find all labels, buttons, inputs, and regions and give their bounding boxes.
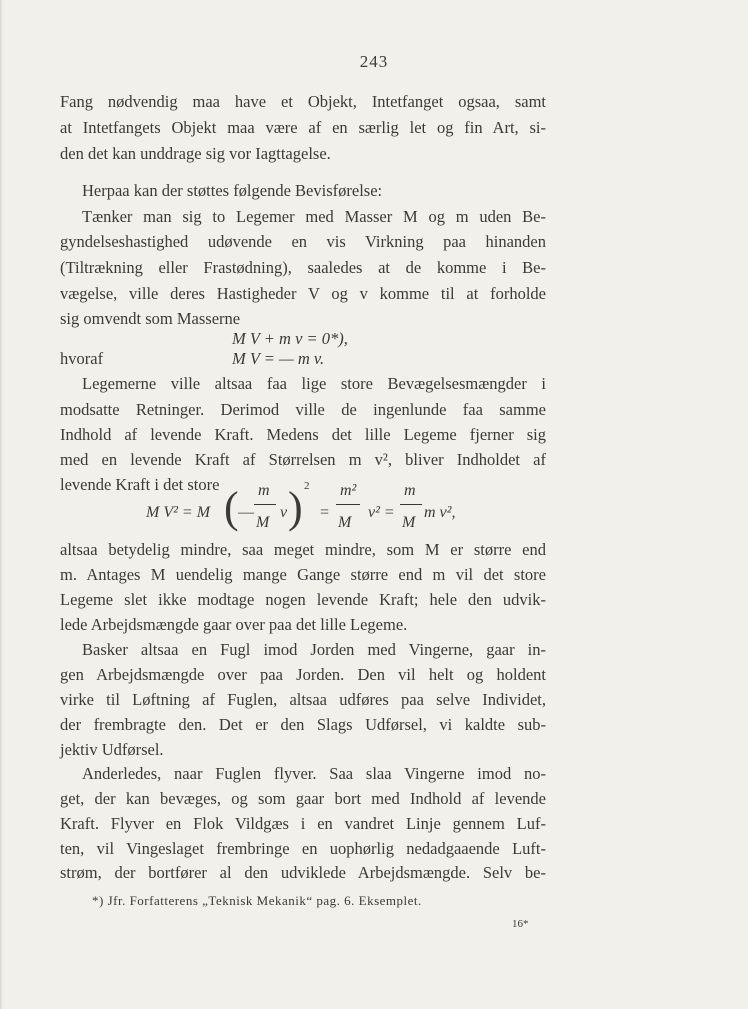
text-line: ten, vil Vingeslaget frembringe en uophørlig nedadgaaende Luft- [60,839,546,858]
text-line: levende Kraft i det store [60,475,220,494]
text-line: Fang nødvendig maa have et Objekt, Intetfanget ogsaa, samt [60,92,546,111]
text-line: (Tiltrækning eller Frastødning), saaledes at de komme i Be- [60,258,546,277]
eq-left-paren: ( [224,483,239,532]
equation-momentum: M V + m v = 0*), [232,329,348,348]
equation-kinetic-energy [146,480,486,540]
eq-equals: = [320,504,330,521]
eq-lhs: M V² = M [146,504,211,521]
eq-num3: m [404,482,416,499]
page-number: 243 [359,52,389,71]
page-edge-shadow [0,0,3,1009]
eq-minus: — [238,504,254,521]
eq-v1: v [280,504,288,521]
text-line: jektiv Udførsel. [60,740,164,759]
text-line: Tænker man sig to Legemer med Masser M og m uden Be- [82,207,546,226]
text-line: Basker altsaa en Fugl imod Jorden med Vingerne, gaar in- [82,640,546,659]
text-line: at Intetfangets Objekt maa være af en særlig let og fin Art, si- [60,118,546,137]
text-line: Kraft. Flyver en Flok Vildgæs i en vandret Linje gennem Luf- [60,814,546,833]
text-line: sig omvendt som Masserne [60,309,241,328]
signature-mark: 16* [512,918,529,930]
eq-fraction-bar [336,504,360,505]
text-line: Herpaa kan der støttes følgende Bevisførelse: [82,181,383,200]
text-line: get, der kan bevæges, og som gaar bort med Indhold af levende [60,789,546,808]
text-line: Legeme slet ikke modtage nogen levende Kraft; hele den udvik- [60,590,546,609]
eq-num1: m [258,482,270,499]
eq-den2: M [338,514,352,531]
eq-tail: m v², [424,504,456,521]
text-line: Legemerne ville altsaa faa lige store Bevægelsesmængder i [82,374,546,393]
text-line: vægelse, ville deres Hastigheder V og v komme til at forholde [60,284,546,303]
text-line: gen Arbejdsmængde over paa Jorden. Den vil helt og holdent [60,665,546,684]
equation-momentum-solved: M V = — m v. [232,349,325,368]
text-line: der frembragte den. Det er den Slags Udførsel, vi kaldte sub- [60,715,546,734]
eq-v2: v² = [368,504,395,521]
text-line: strøm, der bortfører al den udviklede Arbejdsmængde. Selv be- [60,863,546,882]
eq-den1: M [256,514,270,531]
text-line: den det kan unddrage sig vor Iagttagelse. [60,144,331,163]
text-line: Indhold af levende Kraft. Medens det lille Legeme fjerner sig [60,425,546,444]
footnote: *) Jfr. Forfatterens „Teknisk Mekanik“ pag. 6. Eksemplet. [92,893,422,908]
hvoraf-label: hvoraf [60,349,104,368]
text-line: Anderledes, naar Fuglen flyver. Saa slaa Vingerne imod no- [82,764,546,783]
text-line: med en levende Kraft af Størrelsen m v², bliver Indholdet af [60,450,546,469]
eq-den3: M [402,514,416,531]
text-line: gyndelseshastighed udøvende en vis Virkning paa hinanden [60,232,546,251]
text-line: m. Antages M uendelig mange Gange større end m vil det store [60,565,546,584]
eq-num2: m² [340,482,357,499]
eq-square: 2 [304,480,310,492]
text-line: altsaa betydelig mindre, saa meget mindre, som M er større end [60,540,546,559]
eq-fraction-bar [254,504,276,505]
eq-right-paren: ) [288,483,303,532]
eq-fraction-bar [400,504,422,505]
text-line: virke til Løftning af Fuglen, altsaa udføres paa selve Individet, [60,690,546,709]
text-line: lede Arbejdsmængde gaar over paa det lille Legeme. [60,615,408,634]
text-line: modsatte Retninger. Derimod ville de ingenlunde faa samme [60,400,546,419]
